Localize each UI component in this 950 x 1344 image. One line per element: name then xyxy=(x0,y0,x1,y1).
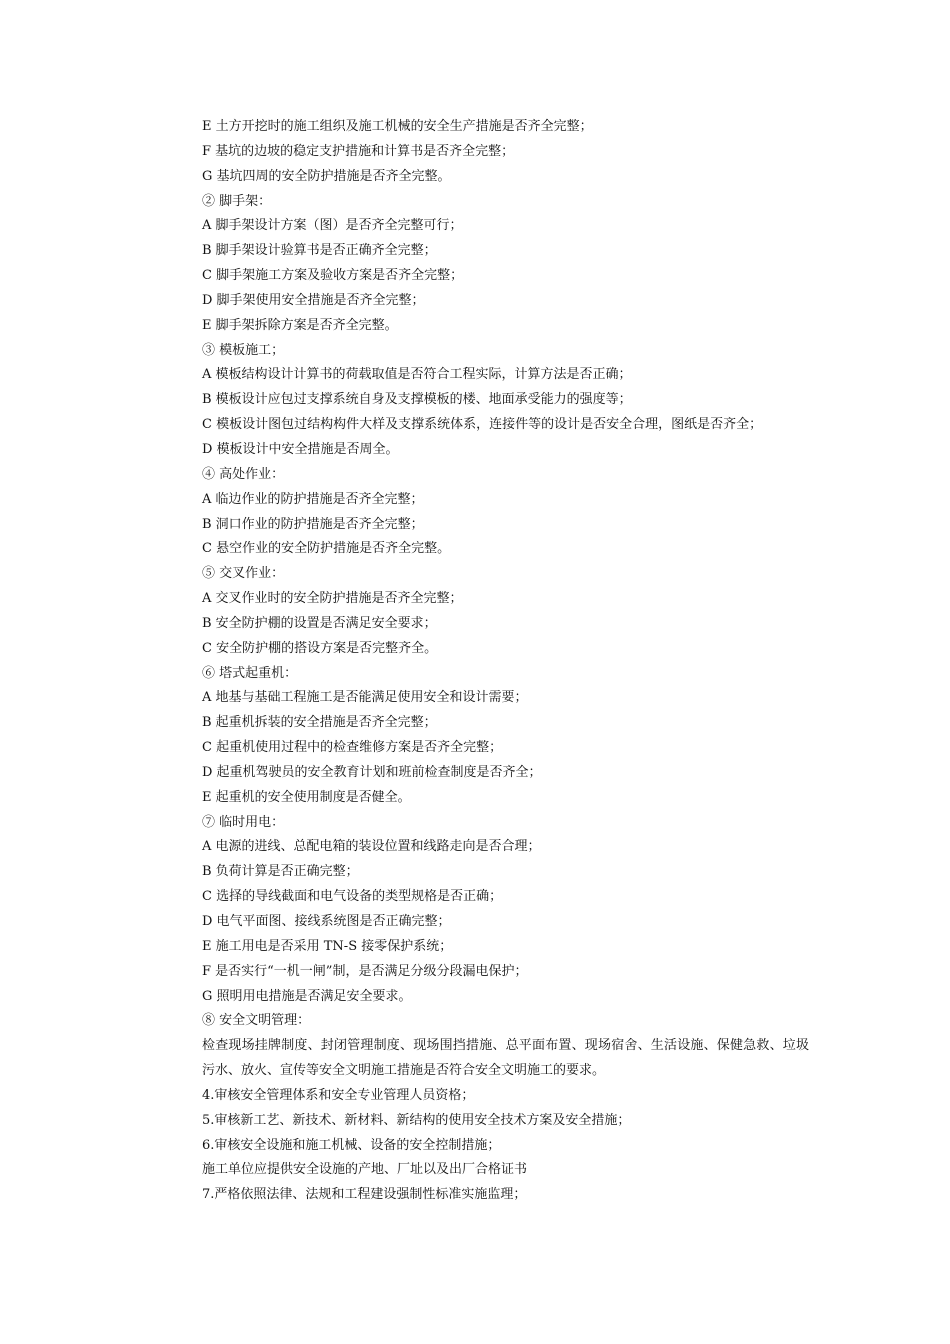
section-heading: ⑧ 安全文明管理： xyxy=(202,1013,311,1029)
text-line: F 基坑的边坡的稳定支护措施和计算书是否齐全完整； xyxy=(202,143,515,159)
text-line: A 地基与基础工程施工是否能满足使用安全和设计需要； xyxy=(202,690,528,706)
section-heading: ⑥ 塔式起重机： xyxy=(202,665,298,681)
text-line: G 基坑四周的安全防护措施是否齐全完整。 xyxy=(202,168,451,184)
text-line: D 脚手架使用安全措施是否齐全完整； xyxy=(202,292,425,308)
text-line: B 起重机拆装的安全措施是否齐全完整； xyxy=(202,715,437,731)
text-line: C 模板设计图包过结构构件大样及支撑系统体系，连接件等的设计是否安全合理，图纸是否齐全； xyxy=(202,417,763,433)
section-heading: ③ 模板施工； xyxy=(202,342,285,358)
text-line: B 洞口作业的防护措施是否齐全完整； xyxy=(202,516,424,532)
text-line: C 悬空作业的安全防护措施是否齐全完整。 xyxy=(202,541,451,557)
text-line: B 脚手架设计验算书是否正确齐全完整； xyxy=(202,243,437,259)
text-line: C 起重机使用过程中的检查维修方案是否齐全完整； xyxy=(202,740,503,756)
text-line: 施工单位应提供安全设施的产地、厂址以及出厂合格证书 xyxy=(202,1162,528,1178)
text-line: E 施工用电是否采用 TN-S 接零保护系统； xyxy=(202,938,453,954)
text-line: B 模板设计应包过支撑系统自身及支撑模板的楼、地面承受能力的强度等； xyxy=(202,392,632,408)
section-heading: ② 脚手架： xyxy=(202,193,272,209)
text-line: D 电气平面图、接线系统图是否正确完整； xyxy=(202,914,451,929)
text-line: D 模板设计中安全措施是否周全。 xyxy=(202,441,399,457)
text-line: E 土方开挖时的施工组织及施工机械的安全生产措施是否齐全完整； xyxy=(202,119,593,134)
section-heading: ⑤ 交叉作业： xyxy=(202,566,285,582)
text-line: G 照明用电措施是否满足安全要求。 xyxy=(202,988,412,1004)
text-line: A 临边作业的防护措施是否齐全完整； xyxy=(202,491,424,507)
text-line: B 负荷计算是否正确完整； xyxy=(202,864,359,880)
document-page xyxy=(202,115,812,1208)
text-line: C 安全防护棚的搭设方案是否完整齐全。 xyxy=(202,640,438,656)
body-paragraph: 检查现场挂牌制度、封闭管理制度、现场围挡措施、总平面布置、现场宿舍、生活设施、保健急救、垃圾污水、放火、宣传等安全文明施工措施是否符合安全文明施工的要求。 xyxy=(202,1038,809,1079)
numbered-item: 6.审核安全设施和施工机械、设备的安全控制措施； xyxy=(202,1137,501,1153)
section-heading: ④ 高处作业： xyxy=(202,466,285,482)
text-line: A 交叉作业时的安全防护措施是否齐全完整； xyxy=(202,591,463,607)
text-line: D 起重机驾驶员的安全教育计划和班前检查制度是否齐全； xyxy=(202,764,542,780)
text-line: E 脚手架拆除方案是否齐全完整。 xyxy=(202,317,398,333)
numbered-item: 5.审核新工艺、新技术、新材料、新结构的使用安全技术方案及安全措施； xyxy=(202,1112,631,1128)
text-line: C 选择的导线截面和电气设备的类型规格是否正确； xyxy=(202,889,503,905)
section-heading: ⑦ 临时用电： xyxy=(202,814,285,830)
text-line: A 电源的进线、总配电箱的装设位置和线路走向是否合理； xyxy=(202,839,541,855)
text-line: E 起重机的安全使用制度是否健全。 xyxy=(202,789,411,805)
text-line: F 是否实行“一机一闸”制，是否满足分级分段漏电保护； xyxy=(202,963,528,979)
numbered-item: 7.严格依照法律、法规和工程建设强制性标准实施监理； xyxy=(202,1187,527,1203)
text-line: A 模板结构设计计算书的荷载取值是否符合工程实际，计算方法是否正确； xyxy=(202,367,632,383)
text-line: B 安全防护棚的设置是否满足安全要求； xyxy=(202,615,437,631)
text-line: A 脚手架设计方案（图）是否齐全完整可行； xyxy=(202,218,463,234)
numbered-item: 4.审核安全管理体系和安全专业管理人员资格； xyxy=(202,1087,475,1103)
text-line: C 脚手架施工方案及验收方案是否齐全完整； xyxy=(202,268,464,284)
